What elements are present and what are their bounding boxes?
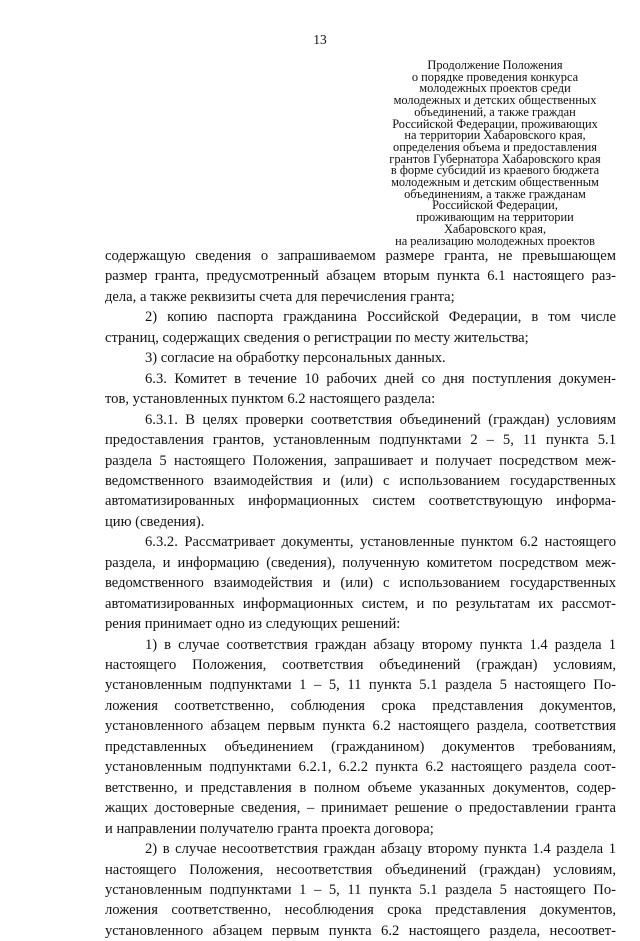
heading-line: молодежных проектов среди xyxy=(419,81,571,96)
body-line: установленным подпунктами 6.2.1, 6.2.2 пункта 6.2 настоящего раздела соот- xyxy=(105,759,616,776)
heading-line: проживающим на территории xyxy=(416,210,574,225)
body-line: содержащую сведения о запрашиваемом размере гранта, не превышающем xyxy=(105,248,616,264)
body-line: предоставления грантов, установленным подпунктами 2 – 5, 11 пункта 5.1 xyxy=(105,432,616,449)
body-line: настоящего Положения, соответствия объединений (граждан) условиям, xyxy=(105,657,616,673)
heading-line: грантов Губернатора Хабаровского края xyxy=(389,151,601,166)
body-line: размер гранта, предусмотренный абзацем вторым пункта 6.1 настоящего раз- xyxy=(105,268,616,285)
heading-line: объединений, а также граждан xyxy=(414,104,576,119)
body-line: жащих достоверные сведения, – принимает решение о предоставлении гранта xyxy=(105,800,616,817)
body-line: ведомственного взаимодействия и (или) с использованием государственных xyxy=(105,575,616,592)
heading-line: Российской Федерации, xyxy=(432,198,558,213)
body-line: 3) согласие на обработку персональных данных. xyxy=(145,350,446,367)
body-line: установленного абзацем первым пункта 6.2 настоящего раздела, несоответ- xyxy=(105,922,616,939)
body-line: 6.3.1. В целях проверки соответствия объединений (граждан) условиям xyxy=(145,411,616,428)
heading-line: на реализацию молодежных проектов xyxy=(395,233,595,248)
heading-line: определения объема и предоставления xyxy=(393,139,597,154)
body-line: автоматизированных информационных систем, и по результатам их рассмот- xyxy=(105,595,616,612)
body-line: установленного абзацем первым пункта 6.2 настоящего раздела, соответствия xyxy=(105,718,616,735)
body-line: 1) в случае соответствия граждан абзацу второму пункта 1.4 раздела 1 xyxy=(145,636,616,653)
body-line: ведомственного взаимодействия и (или) с использованием государственных xyxy=(105,472,616,489)
body-line: ложения соответственно, несоблюдения срока представления документов, xyxy=(105,902,616,919)
body-line: настоящего Положения, несоответствия объединений (граждан) условиям, xyxy=(105,861,616,878)
body-line: представленных объединением (гражданином) документов требованиям, xyxy=(105,738,616,755)
body-line: 2) в случае несоответствия граждан абзацу второму пункта 1.4 раздела 1 xyxy=(145,841,616,858)
heading-line: Российской Федерации, проживающих xyxy=(392,116,598,131)
heading-line: о порядке проведения конкурса xyxy=(411,69,579,84)
heading-line: на территории Хабаровского края, xyxy=(404,128,586,143)
body-line: рения принимает одно из следующих решений: xyxy=(105,616,401,633)
body-line: дела, а также реквизиты счета для перечисления гранта; xyxy=(105,288,455,305)
body-line: раздела, и информацию (сведения), полученную комитетом посредством меж- xyxy=(105,554,616,571)
heading-line: Продолжение Положения xyxy=(427,58,563,72)
body-line: установленным подпунктами 1 – 5, 11 пункта 5.1 раздела 5 настоящего По- xyxy=(105,881,616,898)
body-line: 2) копию паспорта гражданина Российской Федерации, в том числе xyxy=(145,309,616,326)
body-line: автоматизированных информационных систем соответствующую информа- xyxy=(105,493,616,510)
heading-line: молодежным и детским общественным xyxy=(391,175,599,189)
body-line: ложения соответственно, соблюдения срока представления документов, xyxy=(105,697,616,714)
body-line: страниц, содержащих сведения о регистрации по месту жительства; xyxy=(105,329,529,346)
page-number: 13 xyxy=(313,32,327,47)
heading-line: Хабаровского края, xyxy=(443,221,547,236)
body-line: раздела 5 настоящего Положения, запрашивает и получает посредством меж- xyxy=(105,452,616,469)
body-line: установленным подпунктами 1 – 5, 11 пункта 5.1 раздела 5 настоящего По- xyxy=(105,677,616,694)
heading-line: молодежных и детских общественных xyxy=(393,93,597,108)
body-line: 6.3.2. Рассматривает документы, установленные пунктом 6.2 настоящего xyxy=(145,534,616,551)
body-line: тов, установленных пунктом 6.2 настоящего раздела: xyxy=(105,391,436,408)
body-line: ветственно, и представления в полном объеме указанных документов, содер- xyxy=(105,779,616,796)
body-line: и направлении получателю гранта проекта договора; xyxy=(105,820,434,837)
body-line: цию (сведения). xyxy=(105,513,205,530)
heading-line: объединениям, а также гражданам xyxy=(404,186,586,201)
heading-line: в форме субсидий из краевого бюджета xyxy=(390,163,600,178)
body-line: 6.3. Комитет в течение 10 рабочих дней со дня поступления докумен- xyxy=(145,370,616,387)
